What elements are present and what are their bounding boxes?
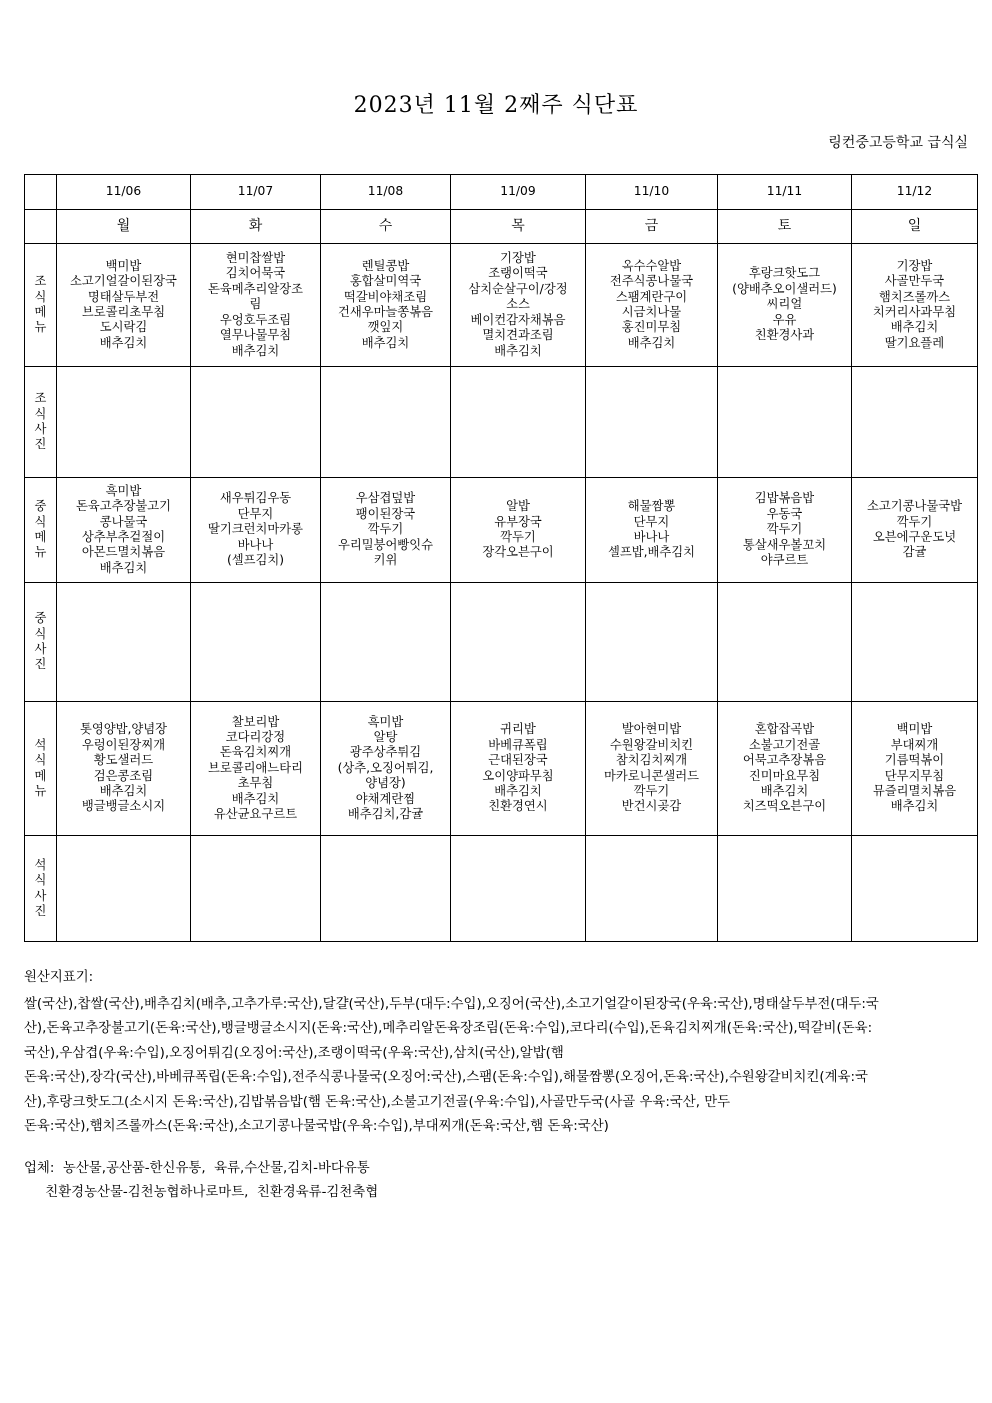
breakfast-menu-cell (586, 244, 718, 367)
lunch-photo-cell (852, 583, 978, 702)
origin-heading: 원산지표기: (24, 970, 94, 985)
menu-item: 바나나 (237, 537, 274, 552)
menu-item: 백미밥 (105, 258, 142, 273)
meal-photo (718, 416, 851, 428)
origin-line: 돈육:국산),햄치즈롤까스(돈육:국산),소고기콩나물국밥(우육:수입),부대찌개(돈육:국산,햄 돈육:국산) (24, 1119, 609, 1134)
menu-item: 발아현미밥 (621, 722, 682, 737)
label-char: 중 (34, 499, 47, 514)
menu-item: 친환경사과 (754, 328, 815, 343)
label-char: 조 (34, 391, 47, 406)
dinner-photo-cell (321, 836, 451, 942)
label-char: 뉴 (34, 545, 47, 560)
menu-item: 귀리밥 (500, 722, 536, 737)
day-cell: 화 (191, 210, 321, 244)
label-char: 석 (34, 857, 47, 872)
date-cell: 11/06 (57, 175, 191, 210)
menu-item: 렌틸콩밥 (361, 258, 410, 273)
lunch-photo-row (25, 583, 978, 702)
menu-item: 씨리얼 (766, 297, 803, 312)
meal-photo (451, 416, 585, 428)
menu-item: 후랑크핫도그 (748, 266, 821, 281)
menu-item: 뱅글뱅글소시지 (81, 799, 166, 814)
menu-item: 알탕 (373, 729, 398, 744)
lunch-menu-cell (586, 478, 718, 583)
menu-item: 배추김치 (760, 783, 809, 798)
meal-photo (57, 416, 190, 428)
lunch-photo-cell (191, 583, 321, 702)
breakfast-menu-cell (191, 244, 321, 367)
menu-item: 스팸계란구이 (615, 289, 688, 304)
label-char: 진 (34, 657, 47, 672)
label-char: 석 (34, 737, 47, 752)
menu-item: 배추김치 (231, 791, 280, 806)
date-cell: 11/12 (852, 175, 978, 210)
menu-item: 야채계란찜 (355, 791, 416, 806)
dinner-menu-cell (321, 702, 451, 836)
label-char: 진 (34, 437, 47, 452)
menu-item: 현미찹쌀밥 (225, 251, 286, 266)
menu-item: 김치어묵국 (225, 266, 286, 281)
menu-item: 반건시곶감 (621, 799, 682, 814)
menu-item: 햄치즈롤까스 (878, 289, 951, 304)
menu-item: 시금치나물 (621, 305, 682, 319)
dinner-menu-cell (57, 702, 191, 836)
origin-line: 돈육:국산),장각(국산),바베큐폭립(돈육:수입),전주식콩나물국(오징어:국산),스팸(돈육:수입),해물짬뽕(오징어,돈육:국산),수원왕갈비치킨(계육:국 (24, 1070, 868, 1085)
label-char: 식 (34, 873, 47, 888)
dinner-menu-cell (852, 702, 978, 836)
menu-item: 통살새우볼꼬치 (742, 537, 827, 552)
menu-item: 건새우마늘쫑볶음 (337, 305, 434, 319)
menu-item: 딸기크런치마카롱 (207, 522, 304, 537)
breakfast-photo-cell (321, 367, 451, 478)
lunch-menu-cell (191, 478, 321, 583)
lunch-photo-cell (718, 583, 852, 702)
menu-item: 감귤 (902, 545, 927, 560)
day-cell: 토 (718, 210, 852, 244)
menu-item: 깍두기 (896, 514, 933, 529)
page-title: 2023년 11월 2째주 식단표 (353, 93, 639, 118)
label-char: 메 (34, 305, 47, 319)
dinner-photo-cell (852, 836, 978, 942)
vendor-notes (24, 1157, 972, 1205)
menu-item: 치즈떡오븐구이 (742, 799, 827, 814)
dinner-menu-cell (586, 702, 718, 836)
lunch-menu-label (25, 478, 57, 583)
corner-cell (25, 175, 57, 210)
menu-item: 멸치견과조림 (482, 328, 554, 343)
menu-item: 찰보리밥 (231, 714, 280, 729)
meal-photo (57, 636, 190, 648)
menu-item: 우삼겹덮밥 (355, 491, 416, 506)
meal-photo (191, 416, 320, 428)
label-char: 식 (34, 626, 47, 641)
menu-item: 깍두기 (766, 522, 803, 537)
menu-item: 브로콜리애느타리 (207, 760, 304, 775)
dinner-menu-cell (718, 702, 852, 836)
day-cell: 월 (57, 210, 191, 244)
date-cell: 11/07 (191, 175, 321, 210)
menu-item: 단무지무침 (884, 768, 945, 783)
menu-item: 부대찌개 (890, 737, 939, 752)
menu-item: 바베큐폭립 (488, 737, 548, 752)
meal-photo (852, 883, 977, 895)
lunch-menu-cell (852, 478, 978, 583)
menu-item: 베이컨감자채볶음 (470, 312, 566, 327)
lunch-menu-cell (321, 478, 451, 583)
menu-item: 장각오븐구이 (482, 545, 554, 560)
menu-item: 검은콩조림 (93, 768, 154, 783)
meal-photo (321, 883, 450, 895)
menu-item: 명태살두부전 (87, 289, 160, 304)
meal-photo (321, 636, 450, 648)
menu-item: 우렁이된장찌개 (81, 737, 166, 752)
date-cell: 11/10 (586, 175, 718, 210)
dinner-photo-cell (451, 836, 586, 942)
menu-item: 유부장국 (494, 514, 542, 529)
menu-item: 돈육고추장불고기 (75, 499, 172, 514)
dinner-photo-cell (57, 836, 191, 942)
menu-item: 새우튀김우동 (219, 491, 292, 506)
menu-item: 소불고기전골 (748, 737, 821, 752)
menu-item: 오븐에구운도넛 (872, 530, 957, 544)
menu-item: 배추김치 (361, 335, 410, 350)
breakfast-menu-cell (321, 244, 451, 367)
menu-item: 브로콜리초무침 (81, 305, 166, 319)
menu-item: 단무지 (237, 506, 274, 521)
vendor-line: 업체: 농산물,공산품-한신유통, 육류,수산물,김치-바다유통 (24, 1161, 370, 1176)
menu-item: 기장밥 (500, 251, 536, 266)
breakfast-photo-cell (718, 367, 852, 478)
dinner-menu-cell (191, 702, 321, 836)
date-cell: 11/08 (321, 175, 451, 210)
vendor-line: 친환경농산물-김천농협하나로마트, 친환경육류-김천축협 (24, 1185, 379, 1200)
label-char: 뉴 (34, 783, 47, 798)
menu-item: 배추김치 (494, 783, 542, 798)
menu-item: 어묵고추장볶음 (742, 753, 827, 768)
menu-item: 배추김치 (890, 320, 939, 335)
menu-item: 참치김치찌개 (615, 753, 688, 768)
lunch-photo-cell (586, 583, 718, 702)
meal-photo (57, 883, 190, 895)
meal-photo (191, 636, 320, 648)
label-char: 사 (34, 422, 47, 436)
label-char: 메 (34, 530, 47, 544)
day-cell: 수 (321, 210, 451, 244)
menu-item: 배추김치 (231, 343, 280, 358)
meal-photo (451, 883, 585, 895)
menu-item: 기름떡볶이 (884, 753, 945, 768)
menu-item: (양배추오이샐러드) (732, 281, 837, 296)
menu-item: 배추김치 (627, 335, 676, 350)
menu-item: 깍두기 (500, 530, 536, 544)
dinner-photo-cell (718, 836, 852, 942)
menu-item: 콩나물국 (99, 514, 148, 529)
menu-item: 기장밥 (896, 258, 933, 273)
menu-item: 돈육김치찌개 (219, 745, 292, 760)
menu-item: 수원왕갈비치킨 (609, 737, 694, 752)
origin-line: 산),돈육고추장불고기(돈육:국산),뱅글뱅글소시지(돈육:국산),메추리알돈육장조림(돈육:수입),코다리(수입),돈육김치찌개(돈육:국산),떡갈비(돈육: (24, 1021, 873, 1036)
menu-item: 김밥볶음밥 (754, 491, 815, 506)
lunch-menu-row (25, 478, 978, 583)
menu-item: 흑미밥 (367, 714, 404, 729)
day-cell: 목 (451, 210, 586, 244)
dinner-photo-label (25, 836, 57, 942)
menu-item: 진미마요무침 (748, 768, 821, 783)
menu-item: 치커리사과무침 (872, 305, 957, 319)
lunch-menu-cell (718, 478, 852, 583)
origin-line: 국산),우삼겹(우육:수입),오징어튀김(오징어:국산),조랭이떡국(우육:국산),삼치(국산),알밥(햄 (24, 1045, 564, 1061)
menu-item: 소고기콩나물국밥 (866, 499, 963, 514)
label-char: 메 (34, 768, 47, 783)
menu-item: 마카로니콘샐러드 (603, 768, 700, 783)
menu-item: 우유 (772, 312, 797, 327)
date-cell: 11/09 (451, 175, 586, 210)
menu-item: 해물짬뽕 (627, 499, 676, 514)
menu-item: 톳영양밥,양념장 (79, 722, 168, 737)
menu-item: 배추김치 (99, 335, 148, 350)
lunch-photo-cell (57, 583, 191, 702)
menu-item: 소스 (506, 297, 530, 312)
label-char: 사 (34, 888, 47, 903)
breakfast-photo-cell (57, 367, 191, 478)
menu-item: 배추김치 (890, 799, 939, 814)
menu-item: 뮤즐리멸치볶음 (872, 783, 957, 798)
menu-item: 팽이된장국 (355, 506, 416, 521)
menu-item: 황도샐러드 (93, 753, 154, 768)
dinner-menu-cell (451, 702, 586, 836)
day-cell: 일 (852, 210, 978, 244)
menu-item: 유산균요구르트 (213, 807, 298, 822)
menu-item: 홍진미무침 (621, 320, 682, 335)
menu-item: 근대된장국 (488, 753, 548, 768)
lunch-photo-cell (451, 583, 586, 702)
origin-line: 쌀(국산),찹쌀(국산),배추김치(배추,고추가루:국산),달걀(국산),두부(대두:수입),오징어(국산),소고기얼갈이된장국(우육:국산),명태살두부전(대두:국 (24, 996, 879, 1012)
meal-photo (586, 636, 717, 648)
menu-item: 알밥 (506, 499, 530, 514)
date-cell: 11/11 (718, 175, 852, 210)
corner-cell (25, 210, 57, 244)
menu-item: 흑미밥 (105, 483, 142, 498)
date-row (25, 175, 978, 210)
menu-item: 떡갈비야채조림 (343, 289, 428, 304)
dinner-menu-label (25, 702, 57, 836)
menu-item: 광주상추튀김 (349, 745, 422, 760)
menu-item: 돈육메추리알장조 (207, 281, 304, 296)
menu-item: 딸기요플레 (884, 335, 945, 350)
menu-item: 우엉호두조림 (219, 312, 292, 327)
menu-item: 홍합살미역국 (349, 274, 422, 289)
origin-line: 산),후랑크핫도그(소시지 돈육:국산),김밥볶음밥(햄 돈육:국산),소불고기전골(우육:수입),사골만두국(사골 우육:국산, 만두 (24, 1094, 731, 1110)
lunch-photo-cell (321, 583, 451, 702)
menu-item: 소고기얼갈이된장국 (70, 274, 177, 289)
menu-item: 깻잎지 (367, 320, 404, 335)
breakfast-photo-cell (191, 367, 321, 478)
menu-item: (상추,오징어튀김, (337, 760, 434, 775)
label-char: 뉴 (34, 320, 47, 335)
label-char: 식 (34, 753, 47, 768)
breakfast-menu-cell (852, 244, 978, 367)
breakfast-photo-cell (451, 367, 586, 478)
lunch-menu-cell (451, 478, 586, 583)
meal-photo (451, 636, 585, 648)
menu-item: 우동국 (766, 506, 803, 521)
menu-item: 혼합잡곡밥 (754, 722, 815, 737)
breakfast-photo-cell (586, 367, 718, 478)
breakfast-photo-label (25, 367, 57, 478)
menu-item: 배추김치 (99, 783, 148, 798)
label-char: 식 (34, 514, 47, 529)
lunch-menu-cell (57, 478, 191, 583)
meal-photo (586, 416, 717, 428)
menu-item: (셀프김치) (226, 553, 285, 568)
meal-photo (586, 883, 717, 895)
label-char: 식 (34, 289, 47, 304)
menu-item: 친환경연시 (488, 799, 548, 814)
menu-item: 조랭이떡국 (488, 266, 548, 281)
meal-photo (718, 636, 851, 648)
menu-item: 오이양파무침 (482, 768, 554, 783)
breakfast-photo-cell (852, 367, 978, 478)
menu-item: 열무나물무침 (219, 328, 292, 343)
menu-item: 아몬드멸치볶음 (81, 545, 166, 560)
dinner-photo-cell (191, 836, 321, 942)
breakfast-menu-cell (451, 244, 586, 367)
label-char: 진 (34, 903, 47, 918)
origin-notes (24, 966, 972, 1140)
breakfast-photo-row (25, 367, 978, 478)
menu-item: 림 (249, 297, 262, 312)
breakfast-menu-label (25, 244, 57, 367)
menu-item: 우리밀붕어빵잇슈 (337, 537, 434, 552)
menu-item: 셀프밥,배추김치 (607, 545, 696, 560)
menu-item: 키위 (373, 553, 398, 568)
lunch-photo-label (25, 583, 57, 702)
menu-item: 상추부추겉절이 (81, 530, 166, 544)
menu-item: 단무지 (633, 514, 670, 529)
menu-item: 배추김치,감귤 (347, 807, 424, 822)
meal-photo (852, 636, 977, 648)
menu-item: 배추김치 (494, 343, 542, 358)
menu-item: 전주식콩나물국 (609, 274, 694, 289)
dinner-photo-cell (586, 836, 718, 942)
breakfast-menu-cell (718, 244, 852, 367)
menu-item: 백미밥 (896, 722, 933, 737)
menu-item: 배추김치 (99, 560, 148, 575)
menu-item: 사골만두국 (884, 274, 945, 289)
menu-item: 옥수수알밥 (621, 258, 682, 273)
menu-table (24, 174, 978, 942)
label-char: 조 (34, 274, 47, 289)
meal-photo (191, 883, 320, 895)
meal-photo (852, 416, 977, 428)
menu-item: 야쿠르트 (760, 553, 809, 568)
label-char: 중 (34, 611, 47, 626)
meal-photo (321, 416, 450, 428)
menu-item: 코다리강정 (225, 729, 286, 744)
school-name: 링컨중고등학교 급식실 (828, 135, 968, 151)
menu-item: 양념장) (365, 776, 406, 791)
breakfast-menu-cell (57, 244, 191, 367)
label-char: 식 (34, 406, 47, 421)
menu-item: 깍두기 (367, 522, 404, 537)
meal-photo (718, 883, 851, 895)
menu-item: 깍두기 (633, 783, 670, 798)
breakfast-menu-row (25, 244, 978, 367)
dinner-photo-row (25, 836, 978, 942)
menu-item: 삼치순살구이/강정 (468, 281, 568, 296)
day-row (25, 210, 978, 244)
dinner-menu-row (25, 702, 978, 836)
day-cell: 금 (586, 210, 718, 244)
menu-item: 도시락김 (99, 320, 148, 335)
label-char: 사 (34, 642, 47, 656)
menu-item: 바나나 (633, 530, 670, 544)
menu-item: 초무침 (237, 776, 274, 791)
